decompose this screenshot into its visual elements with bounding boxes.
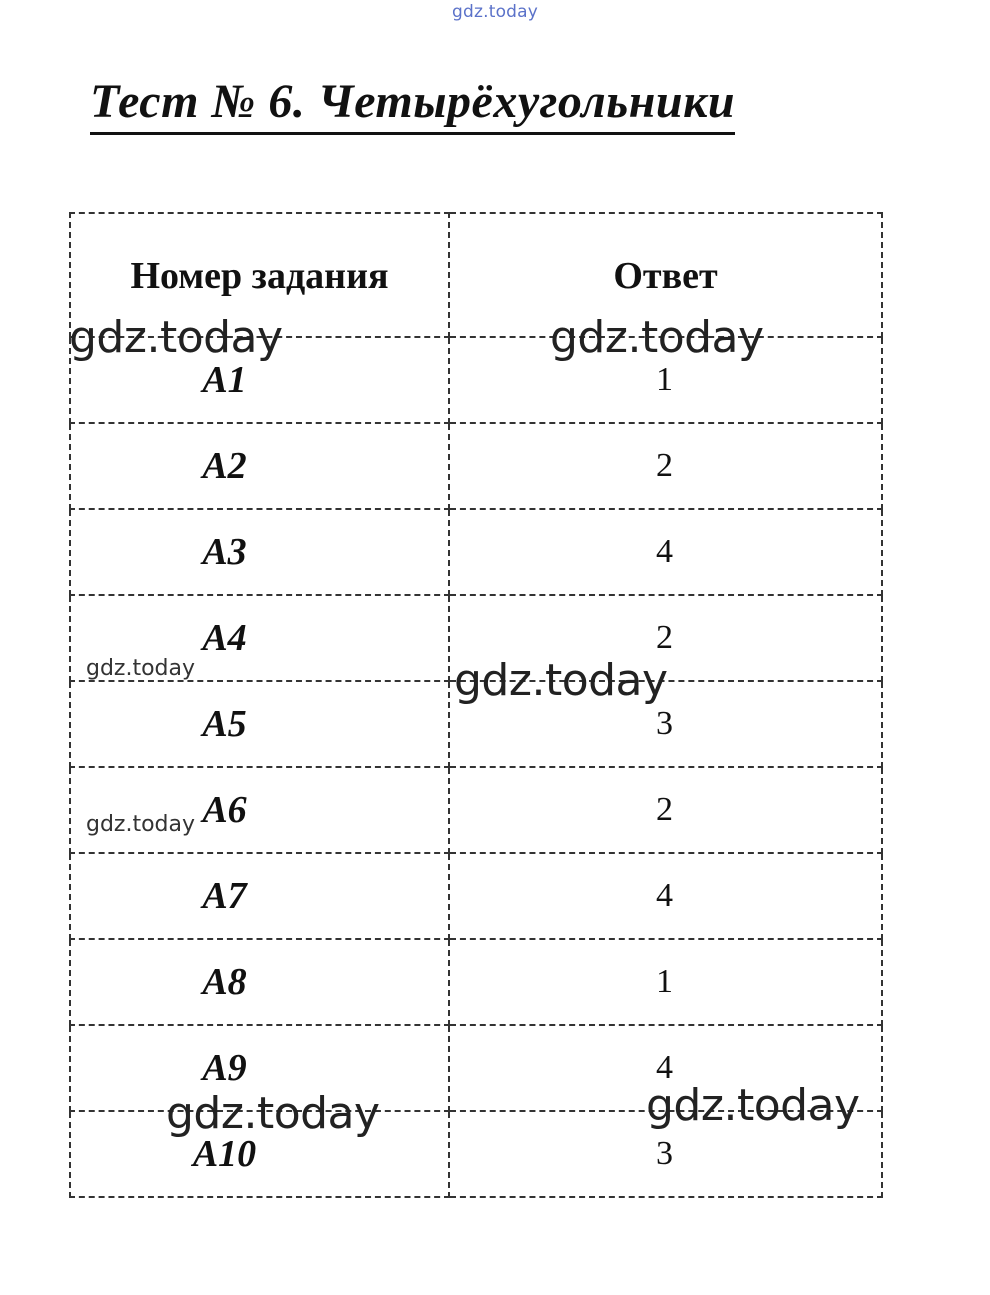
header-task-number: Номер задания — [70, 213, 449, 337]
task-label: A5 — [202, 703, 247, 745]
task-cell — [70, 1025, 449, 1111]
watermark-text: gdz.today — [86, 656, 196, 681]
table-row — [70, 939, 882, 1025]
table-row — [70, 1025, 882, 1111]
answer-value: 2 — [656, 791, 673, 828]
answers-table — [69, 212, 883, 1198]
task-cell — [70, 423, 449, 509]
task-cell — [70, 939, 449, 1025]
task-label: A2 — [202, 445, 247, 487]
answer-value: 3 — [656, 1135, 673, 1172]
answer-value: 3 — [656, 705, 673, 742]
table-row — [70, 767, 882, 853]
task-cell — [70, 853, 449, 939]
task-cell — [70, 681, 449, 767]
answer-value: 2 — [656, 619, 673, 656]
table-row — [70, 595, 882, 681]
task-cell — [70, 595, 449, 681]
answer-cell — [449, 939, 882, 1025]
answer-cell — [449, 595, 882, 681]
header-answer: Ответ — [449, 213, 882, 337]
task-label: A10 — [192, 1133, 257, 1175]
watermark-text: gdz.today — [166, 1088, 380, 1139]
watermark-text: gdz.today — [550, 312, 764, 363]
task-label: A7 — [202, 875, 247, 917]
answer-value: 4 — [656, 877, 673, 914]
table-row — [70, 681, 882, 767]
answer-value: 1 — [656, 361, 673, 398]
answer-value: 4 — [656, 533, 673, 570]
table-row — [70, 509, 882, 595]
task-label: A9 — [202, 1047, 247, 1089]
watermark-text: gdz.today — [86, 812, 196, 837]
watermark-text: gdz.today — [69, 312, 283, 363]
answer-value: 4 — [656, 1049, 673, 1086]
task-cell — [70, 337, 449, 423]
table-row — [70, 337, 882, 423]
table-row — [70, 423, 882, 509]
task-label: A8 — [202, 961, 247, 1003]
table-header-row — [70, 213, 882, 337]
answer-cell — [449, 423, 882, 509]
watermark-text: gdz.today — [454, 655, 668, 706]
task-label: A1 — [202, 359, 247, 401]
task-cell — [70, 509, 449, 595]
table-row — [70, 853, 882, 939]
page-title: Тест № 6. Четырёхугольники — [90, 72, 735, 135]
task-cell — [70, 767, 449, 853]
table-row — [70, 1111, 882, 1197]
task-label: A4 — [202, 617, 247, 659]
answer-cell — [449, 1111, 882, 1197]
answer-cell — [449, 509, 882, 595]
answer-cell — [449, 767, 882, 853]
watermark-text: gdz.today — [646, 1080, 860, 1131]
task-label: A3 — [202, 531, 247, 573]
answer-cell — [449, 853, 882, 939]
task-label: A6 — [202, 789, 247, 831]
answer-value: 1 — [656, 963, 673, 1000]
answer-cell — [449, 337, 882, 423]
answer-cell — [449, 1025, 882, 1111]
task-cell — [70, 1111, 449, 1197]
top-watermark: gdz.today — [452, 2, 539, 22]
answer-value: 2 — [656, 447, 673, 484]
answer-cell — [449, 681, 882, 767]
